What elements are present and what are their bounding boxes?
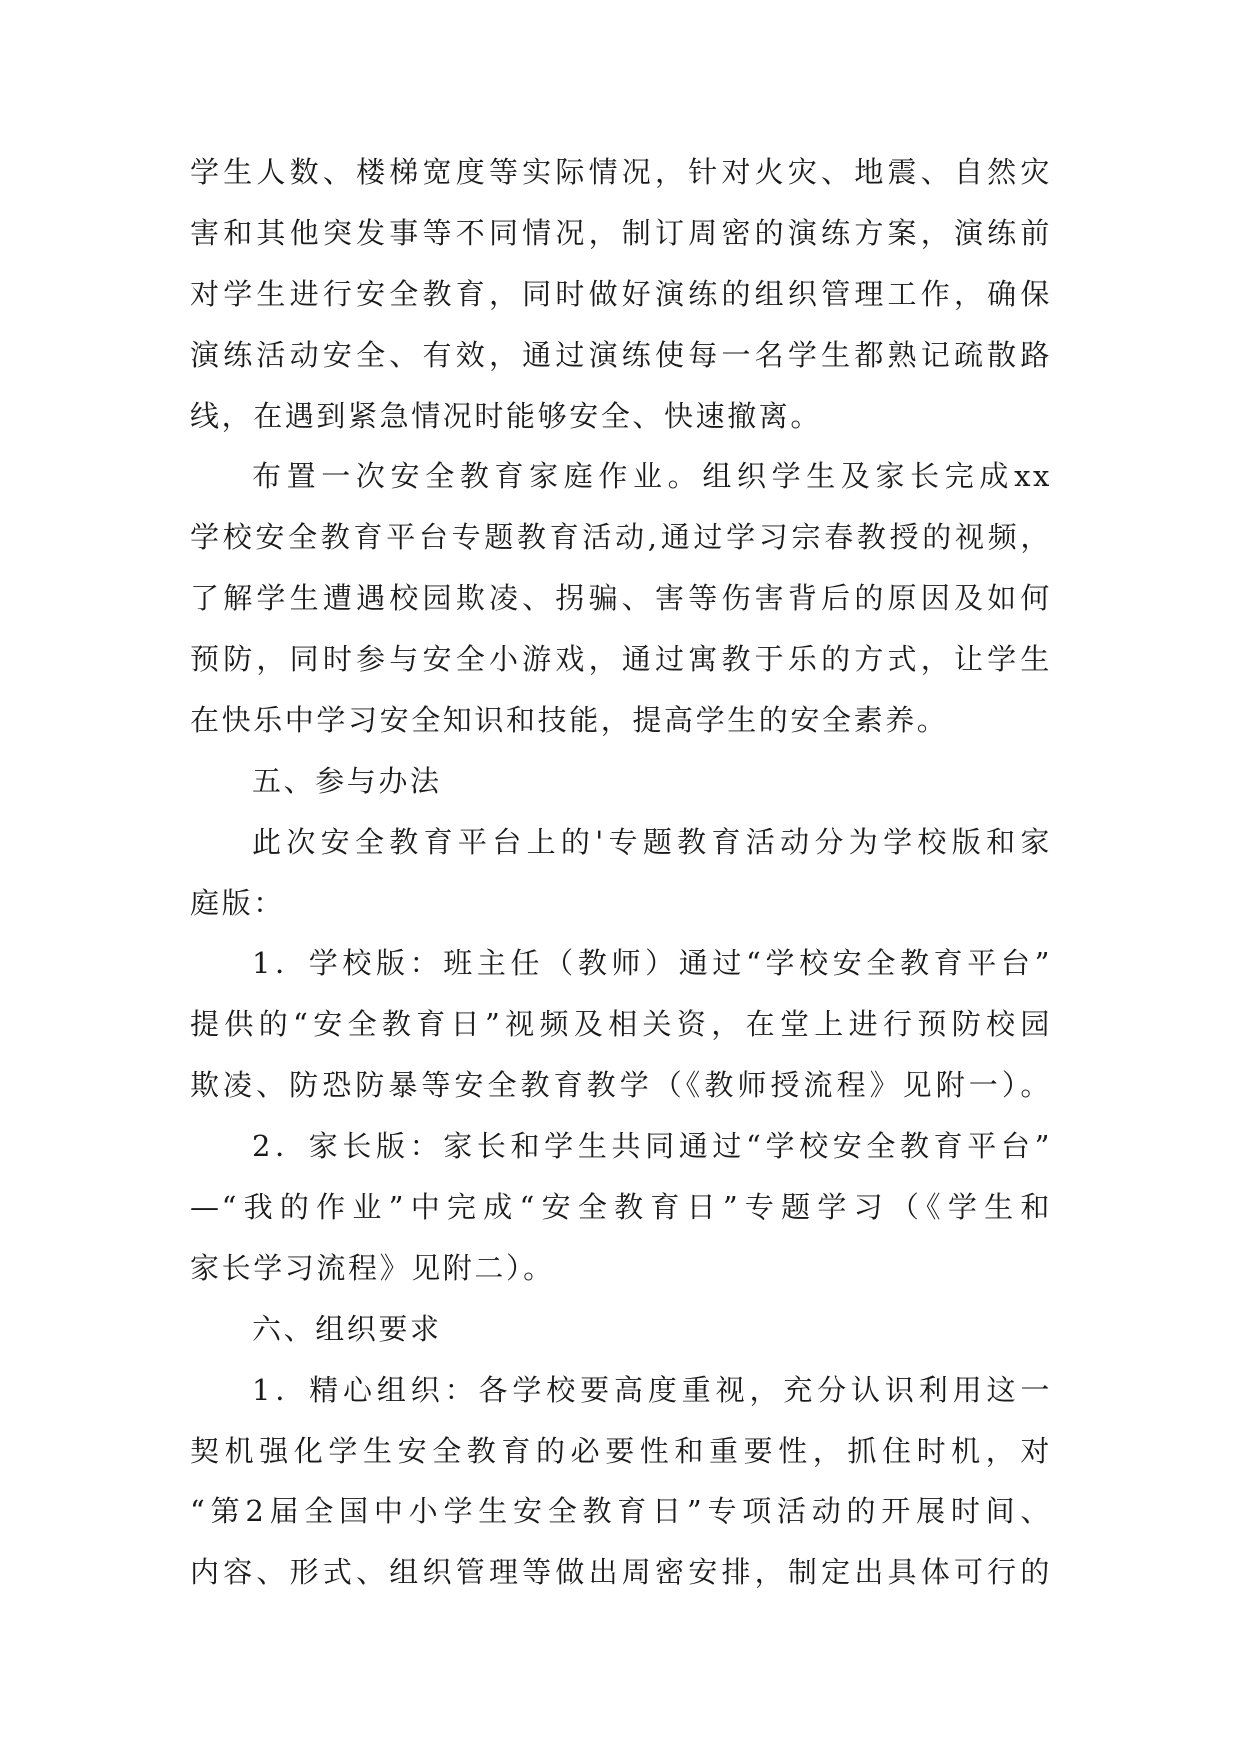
- paragraph-line: 提供的“安全教育日”视频及相关资，在堂上进行预防校园: [190, 1007, 1052, 1041]
- paragraph-line: 预防，同时参与安全小游戏，通过寓教于乐的方式，让学生: [190, 642, 1052, 676]
- paragraph-line: 契机强化学生安全教育的必要性和重要性，抓住时机，对: [190, 1434, 1052, 1468]
- paragraph-line: 欺凌、防恐防暴等安全教育教学（《教师授流程》见附一）。: [190, 1068, 1052, 1102]
- paragraph-line: 线，在遇到紧急情况时能够安全、快速撤离。: [190, 399, 823, 433]
- paragraph-line: 演练活动安全、有效，通过演练使每一名学生都熟记疏散路: [190, 338, 1052, 372]
- paragraph-line: 学生人数、楼梯宽度等实际情况，针对火灾、地震、自然灾: [190, 155, 1052, 189]
- paragraph-line: 布置一次安全教育家庭作业。组织学生及家长完成xx: [252, 459, 1052, 493]
- paragraph-line: 1．学校版：班主任（教师）通过“学校安全教育平台”: [252, 946, 1052, 980]
- paragraph-line: 了解学生遭遇校园欺凌、拐骗、害等伤害背后的原因及如何: [190, 581, 1052, 615]
- section-heading: 六、组织要求: [252, 1312, 442, 1346]
- paragraph-line: 对学生进行安全教育，同时做好演练的组织管理工作，确保: [190, 277, 1052, 311]
- paragraph-line: 庭版：: [190, 886, 285, 920]
- paragraph-line: 2．家长版：家长和学生共同通过“学校安全教育平台”: [252, 1129, 1052, 1163]
- paragraph-line: 害和其他突发事等不同情况，制订周密的演练方案，演练前: [190, 216, 1052, 250]
- paragraph-line: 家长学习流程》见附二）。: [190, 1251, 555, 1285]
- section-heading: 五、参与办法: [252, 764, 442, 798]
- paragraph-line: —“我的作业”中完成“安全教育日”专题学习（《学生和: [190, 1190, 1052, 1224]
- paragraph-line: 学校安全教育平台专题教育活动,通过学习宗春教授的视频，: [190, 520, 1052, 554]
- paragraph-line: 1．精心组织：各学校要高度重视，充分认识利用这一: [252, 1373, 1052, 1407]
- paragraph-line: “第2届全国中小学生安全教育日”专项活动的开展时间、: [190, 1494, 1052, 1528]
- paragraph-line: 在快乐中学习安全知识和技能，提高学生的安全素养。: [190, 703, 949, 737]
- paragraph-line: 内容、形式、组织管理等做出周密安排，制定出具体可行的: [190, 1555, 1052, 1589]
- paragraph-line: 此次安全教育平台上的'专题教育活动分为学校版和家: [252, 825, 1052, 859]
